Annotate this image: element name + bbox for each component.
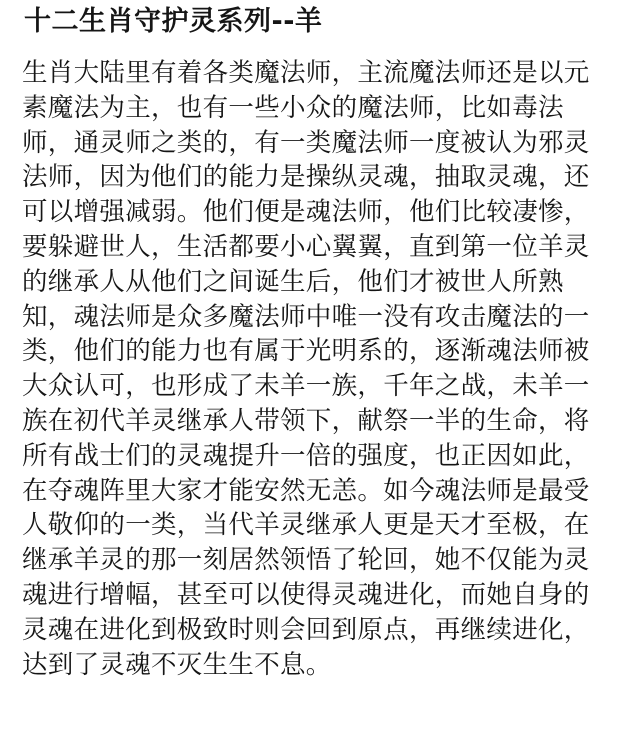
body-line: 在夺魂阵里大家才能安然无恙。如今魂法师是最受 (22, 475, 590, 506)
body-line: 要躲避世人，生活都要小心翼翼，直到第一位羊灵 (22, 231, 590, 262)
body-line: 知，魂法师是众多魔法师中唯一没有攻击魔法的一 (22, 301, 590, 332)
body-line: 可以增强减弱。他们便是魂法师，他们比较凄惨， (22, 197, 590, 228)
body-line: 族在初代羊灵继承人带领下，献祭一半的生命，将 (22, 405, 590, 436)
body-line: 素魔法为主，也有一些小众的魔法师，比如毒法 (22, 92, 564, 123)
body-line: 的继承人从他们之间诞生后，他们才被世人所熟 (22, 266, 564, 297)
body-line: 生肖大陆里有着各类魔法师，主流魔法师还是以元 (22, 58, 590, 88)
body-line: 师，通灵师之类的，有一类魔法师一度被认为邪灵 (22, 127, 590, 158)
body-line: 大众认可，也形成了未羊一族，千年之战，未羊一 (22, 371, 590, 402)
body-line: 人敬仰的一类，当代羊灵继承人更是天才至极，在 (22, 510, 590, 541)
body-line: 达到了灵魂不灭生生不息。 (22, 649, 332, 680)
body-line: 继承羊灵的那一刻居然领悟了轮回，她不仅能为灵 (22, 545, 590, 576)
article-body (22, 56, 622, 682)
body-line: 法师，因为他们的能力是操纵灵魂，抽取灵魂，还 (22, 162, 590, 193)
body-line: 魂进行增幅，甚至可以使得灵魂进化，而她自身的 (22, 579, 590, 610)
body-line: 灵魂在进化到极致时则会回到原点，再继续进化， (22, 614, 590, 645)
body-line: 所有战士们的灵魂提升一倍的强度，也正因如此， (22, 440, 590, 471)
article-title: 十二生肖守护灵系列--羊 (24, 6, 323, 37)
body-line: 类，他们的能力也有属于光明系的，逐渐魂法师被 (22, 336, 590, 367)
